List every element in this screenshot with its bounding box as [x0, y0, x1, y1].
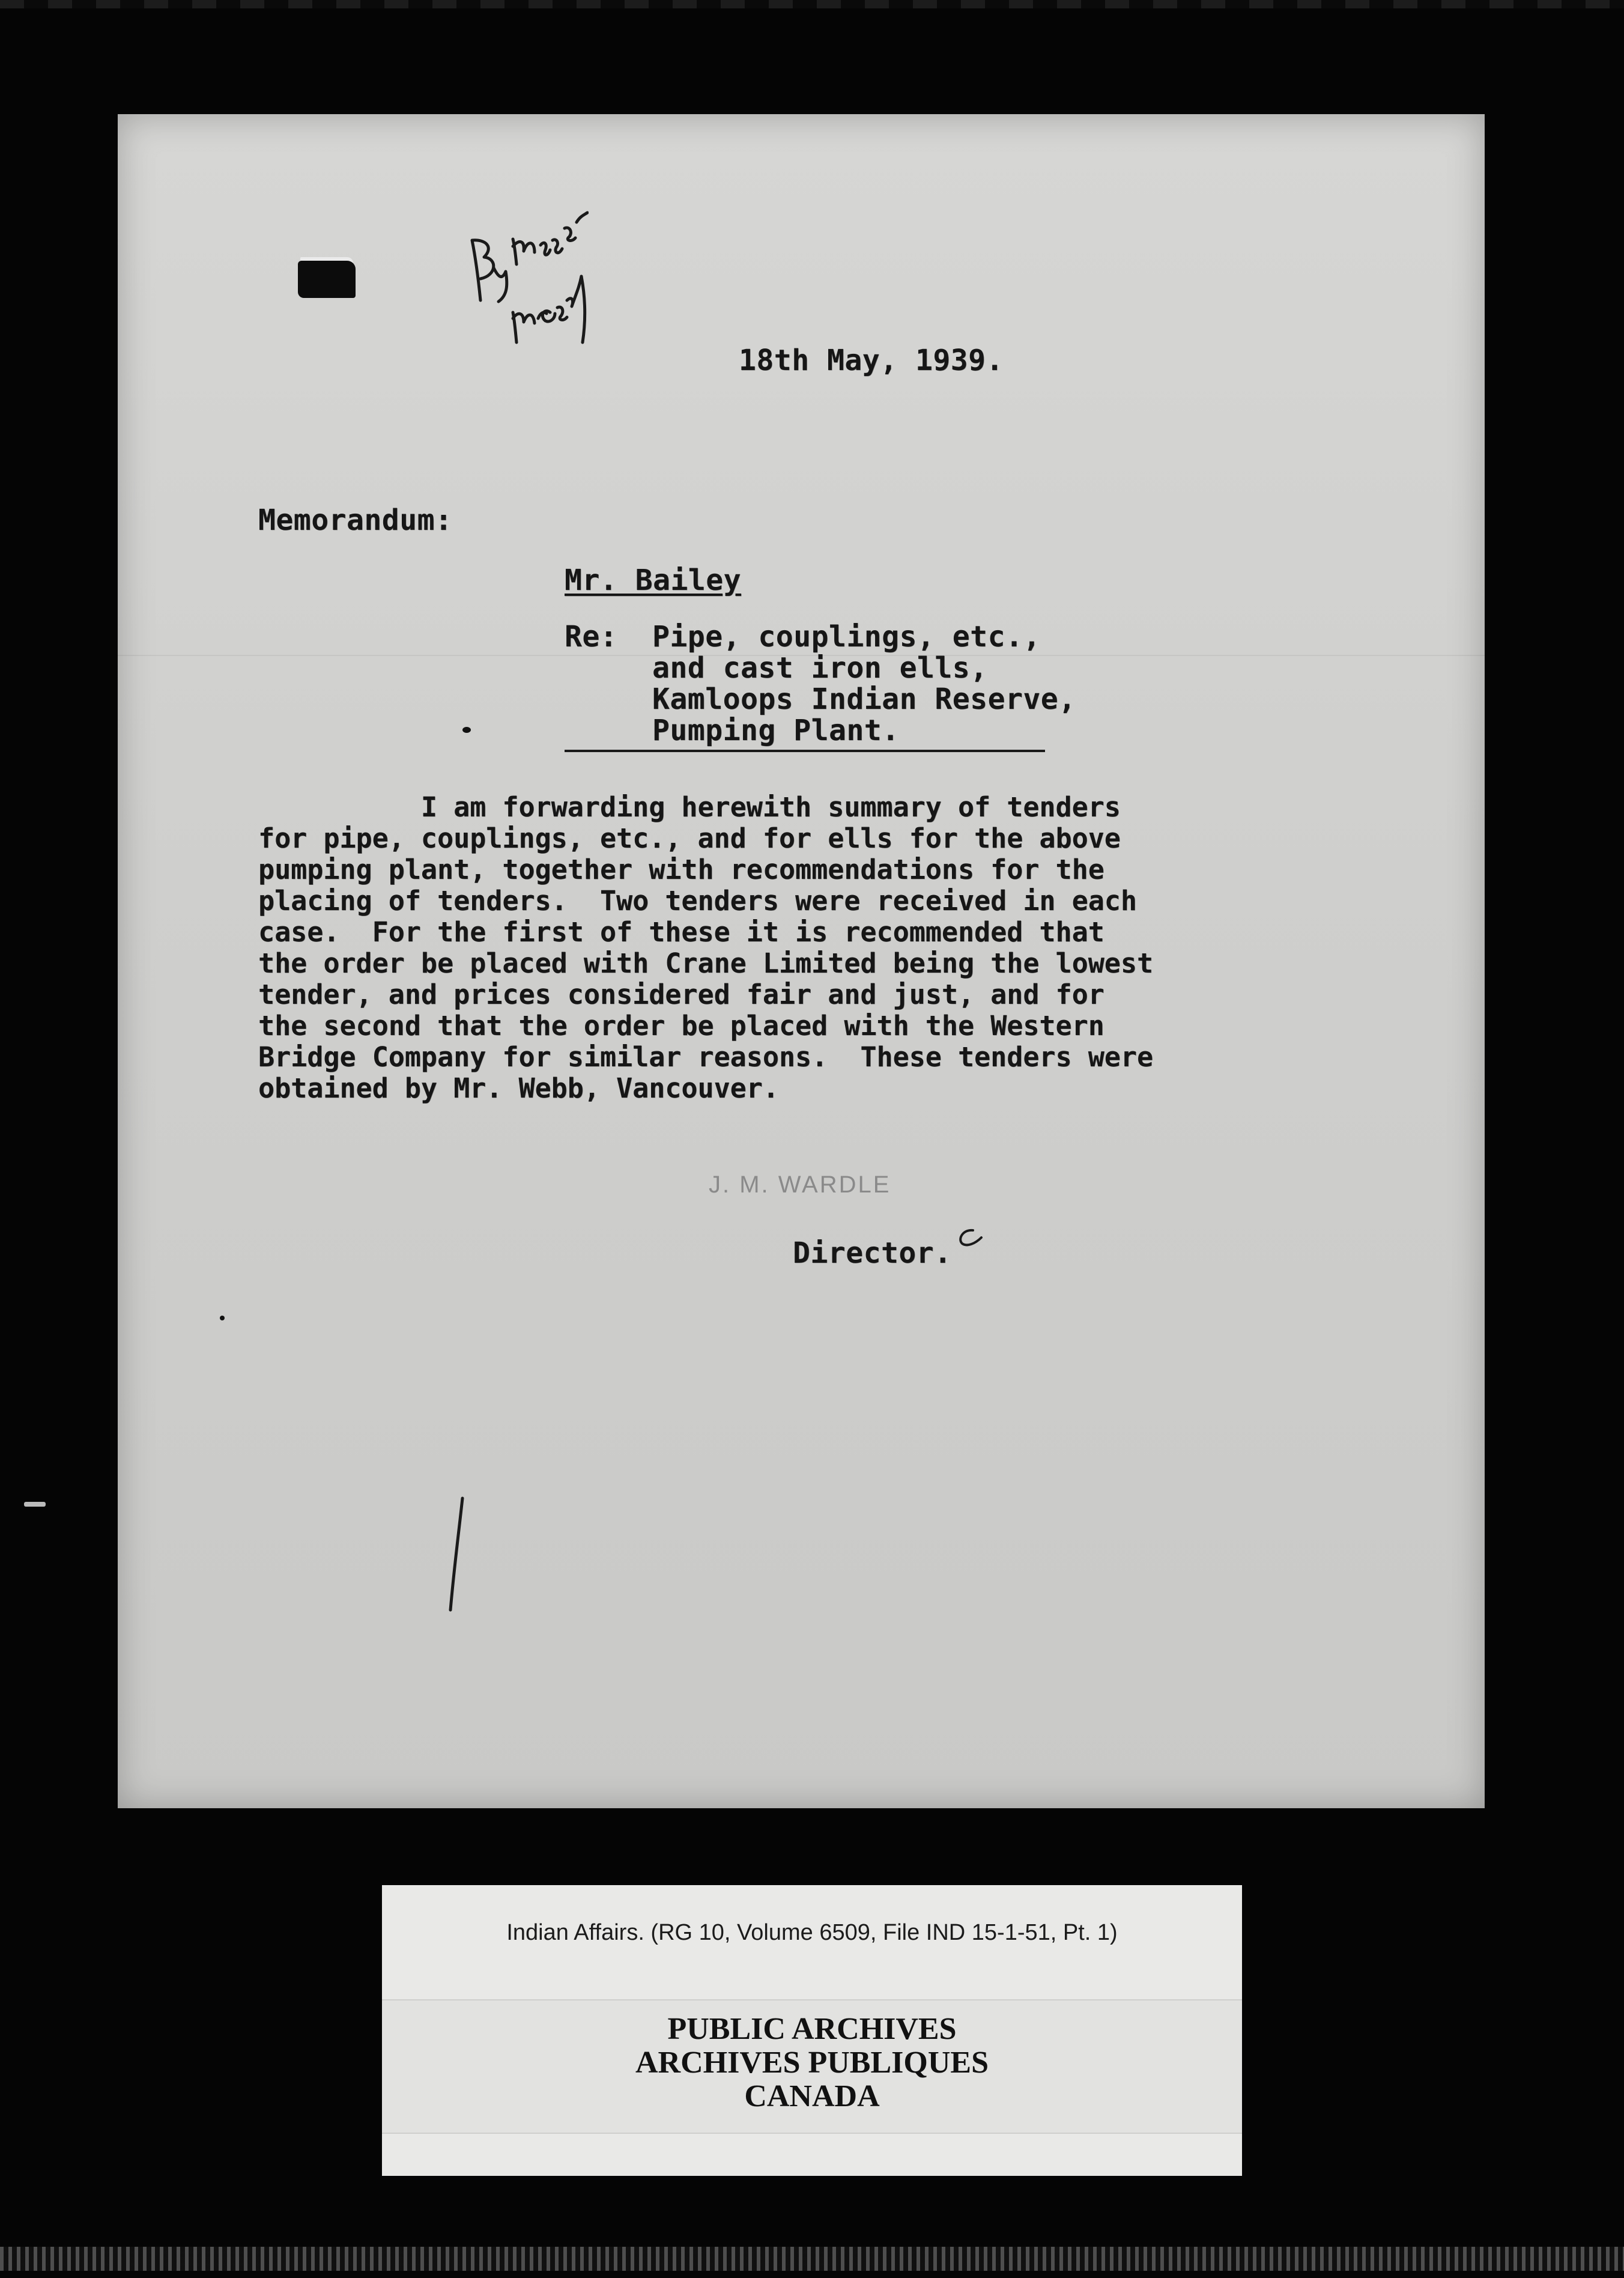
- subject-line: and cast iron ells,: [652, 651, 988, 685]
- archive-name-fr: ARCHIVES PUBLIQUES: [635, 2046, 989, 2080]
- dust-speck: [462, 727, 471, 733]
- subject-line: Pipe, couplings, etc.,: [652, 620, 1041, 654]
- body-line: I am forwarding herewith summary of tenders: [258, 791, 1121, 823]
- body-line: for pipe, couplings, etc., and for ells for the above: [258, 822, 1121, 854]
- pen-check-mark: [949, 1226, 985, 1250]
- body-line: obtained by Mr. Webb, Vancouver.: [258, 1072, 779, 1104]
- memo-heading: Memorandum:: [258, 503, 453, 537]
- body-line: the second that the order be placed with the Western: [258, 1010, 1104, 1042]
- archive-citation: Indian Affairs. (RG 10, Volume 6509, File IND 15-1-51, Pt. 1): [506, 1920, 1118, 1945]
- pen-stroke: [444, 1496, 468, 1616]
- body-line: tender, and prices considered fair and just, and for: [258, 979, 1104, 1010]
- dust-speck: [220, 1316, 225, 1320]
- memo-addressee: Mr. Bailey: [565, 563, 741, 597]
- memo-date: 18th May, 1939.: [739, 344, 1004, 377]
- archive-label-card: [382, 1885, 1242, 2176]
- archive-country: CANADA: [744, 2079, 880, 2113]
- body-line: placing of tenders. Two tenders were received in each: [258, 885, 1137, 917]
- subject-line: Pumping Plant.: [652, 714, 900, 747]
- signature-stamp: J. M. WARDLE: [709, 1171, 891, 1198]
- film-edge-top: [0, 0, 1624, 8]
- handwritten-note: [336, 138, 589, 366]
- body-line: pumping plant, together with recommendations for the: [258, 854, 1104, 885]
- body-line: Bridge Company for similar reasons. These tenders were: [258, 1041, 1154, 1073]
- subject-rule: [565, 750, 1045, 752]
- body-line: case. For the first of these it is recommended that: [258, 916, 1104, 948]
- subject-line: Kamloops Indian Reserve,: [652, 682, 1076, 716]
- body-line: the order be placed with Crane Limited being the lowest: [258, 947, 1154, 979]
- film-edge-bottom: [0, 2247, 1624, 2271]
- signature-title: Director.: [793, 1236, 952, 1270]
- archive-name-en: PUBLIC ARCHIVES: [667, 2012, 957, 2046]
- memo-re-label: Re:: [565, 620, 618, 654]
- memo-subject: [652, 621, 1076, 746]
- dust-speck: [24, 1502, 46, 1507]
- memo-body: [258, 792, 1153, 1104]
